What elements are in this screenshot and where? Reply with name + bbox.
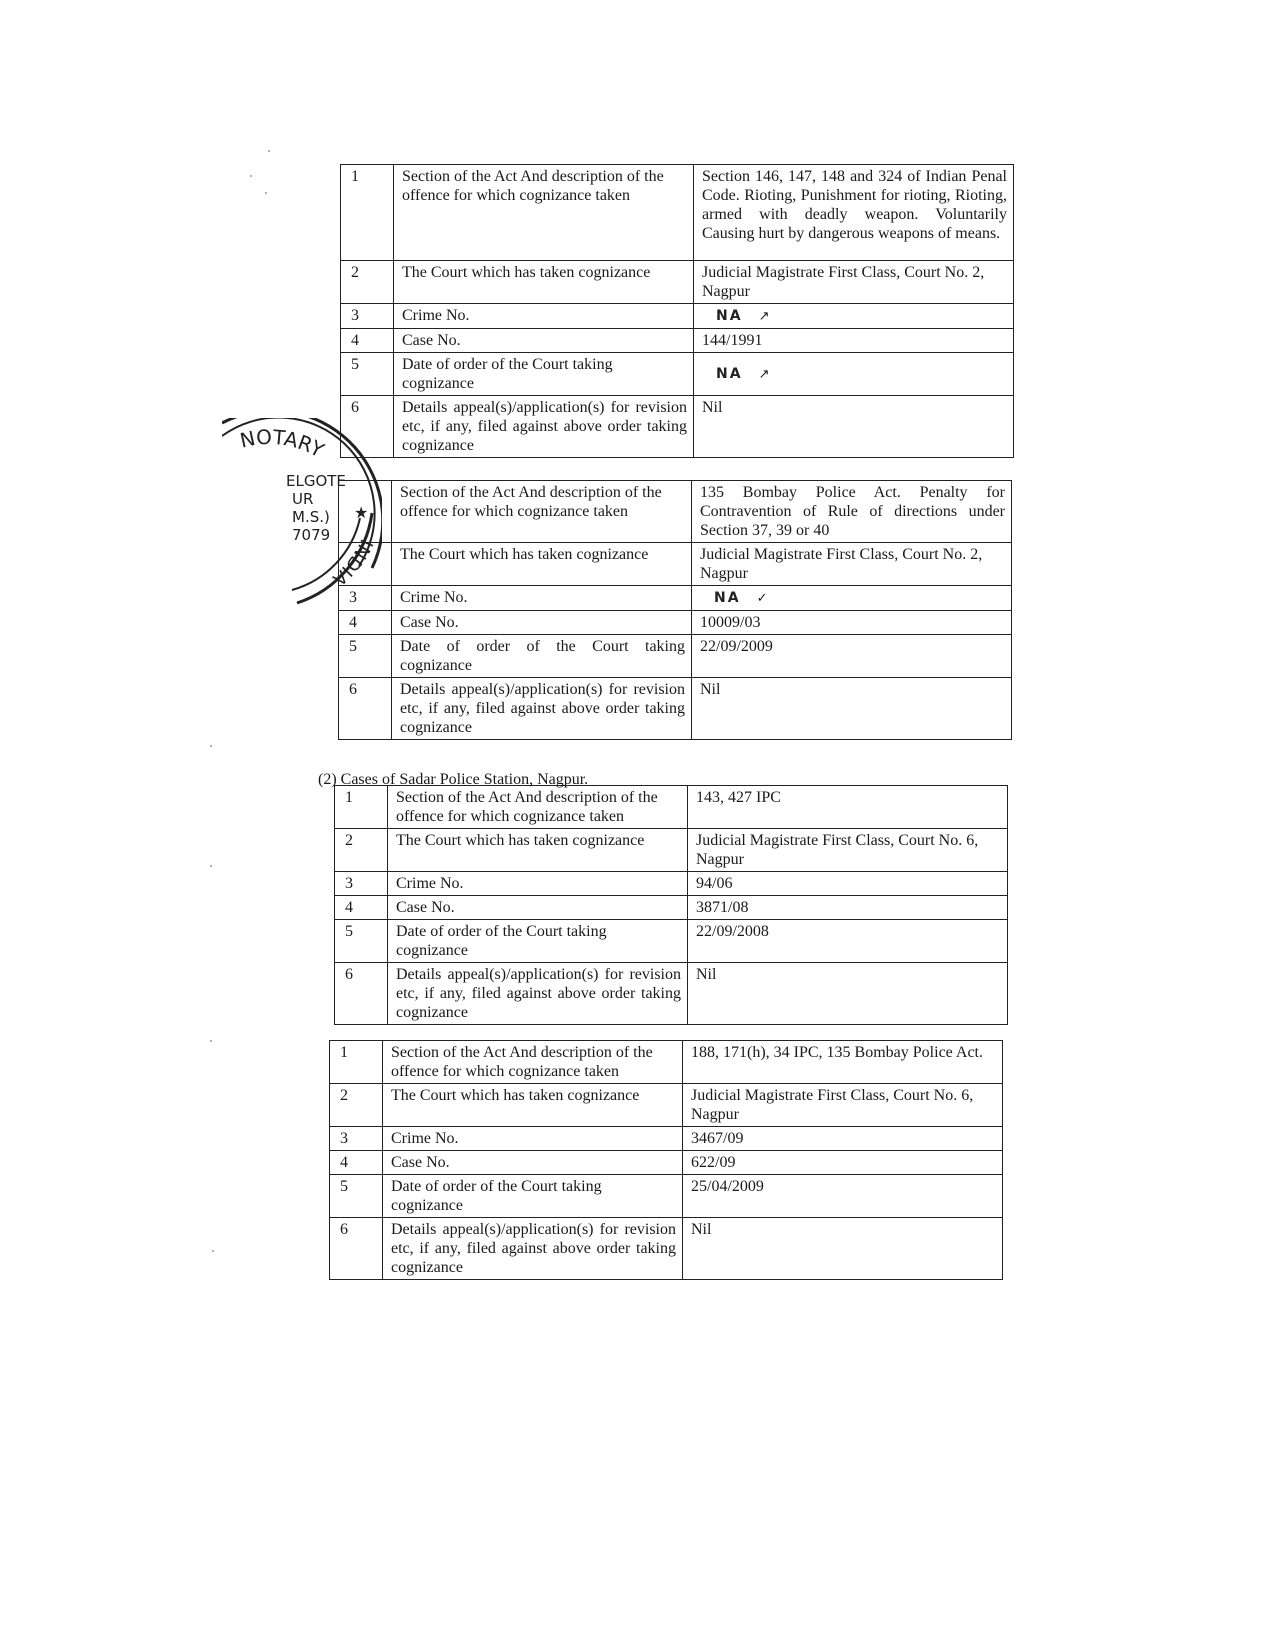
case-no-value: 622/09: [683, 1151, 1003, 1175]
table-row: [341, 304, 1014, 329]
row-label-court: The Court which has taken cognizance: [388, 829, 688, 872]
table-row: [341, 396, 1014, 458]
table-row: [341, 261, 1014, 304]
row-number: 6: [341, 396, 394, 458]
row-label-court: The Court which has taken cognizance: [392, 543, 692, 586]
crime-no-value: 3467/09: [683, 1127, 1003, 1151]
stamp-bottom-text: INDIA: [328, 535, 377, 590]
row-label-case-no: Case No.: [388, 896, 688, 920]
row-number: 3: [339, 586, 392, 611]
crime-no-value: [692, 586, 1012, 611]
table-row: [335, 872, 1008, 896]
table-row: [330, 1084, 1003, 1127]
row-number: 6: [335, 963, 388, 1025]
court-value: Judicial Magistrate First Class, Court No. 6, Nagpur: [688, 829, 1008, 872]
stamp-line-3: M.S.): [292, 508, 330, 526]
row-label-section: Section of the Act And description of the offence for which cognizance taken: [392, 481, 692, 543]
row-number: 2: [335, 829, 388, 872]
date-value: 22/09/2009: [692, 635, 1012, 678]
details-value: Nil: [683, 1218, 1003, 1280]
section-value: 143, 427 IPC: [688, 786, 1008, 829]
case-no-value: 144/1991: [694, 329, 1014, 353]
row-number: 3: [335, 872, 388, 896]
row-label-details: Details appeal(s)/application(s) for revision etc, if any, filed against above order taking cognizance: [388, 963, 688, 1025]
court-value: Judicial Magistrate First Class, Court No. 6, Nagpur: [683, 1084, 1003, 1127]
table-row: [330, 1151, 1003, 1175]
crime-no-value: 94/06: [688, 872, 1008, 896]
row-number: 4: [341, 329, 394, 353]
row-number: 4: [330, 1151, 383, 1175]
star-icon: ★: [354, 503, 369, 522]
stamp-line-2: UR: [292, 490, 314, 508]
row-label-section: Section of the Act And description of the offence for which cognizance taken: [388, 786, 688, 829]
section-heading: (2) Cases of Sadar Police Station, Nagpur.: [318, 771, 589, 788]
row-label-date: Date of order of the Court taking cognizance: [383, 1175, 683, 1218]
handwritten-na: NA: [716, 366, 743, 382]
row-label-court: The Court which has taken cognizance: [383, 1084, 683, 1127]
case-table-2: [338, 480, 1012, 740]
scan-speck: [210, 865, 212, 867]
section-value: 135 Bombay Police Act. Penalty for Contravention of Rule of directions under Section 37, 39 or 40: [692, 481, 1012, 543]
table-row: [330, 1218, 1003, 1280]
table-row: [339, 543, 1012, 586]
row-label-case-no: Case No.: [394, 329, 694, 353]
tick-mark-icon: ↗: [758, 367, 770, 382]
row-label-details: Details appeal(s)/application(s) for revision etc, if any, filed against above order taking cognizance: [383, 1218, 683, 1280]
section-value: Section 146, 147, 148 and 324 of Indian Penal Code. Rioting, Punishment for rioting, Rioting, armed with deadly weapon. Voluntarily Causing hurt by dangerous weapons of means.: [694, 165, 1014, 261]
table-row: [339, 611, 1012, 635]
row-label-crime-no: Crime No.: [383, 1127, 683, 1151]
notary-stamp: [222, 418, 382, 608]
row-label-court: The Court which has taken cognizance: [394, 261, 694, 304]
details-value: Nil: [694, 396, 1014, 458]
row-number: 2: [330, 1084, 383, 1127]
row-number: 4: [335, 896, 388, 920]
row-number: 5: [339, 635, 392, 678]
section-value: 188, 171(h), 34 IPC, 135 Bombay Police Act.: [683, 1041, 1003, 1084]
scan-speck: [268, 150, 270, 152]
table-row: [341, 165, 1014, 261]
date-value: 22/09/2008: [688, 920, 1008, 963]
details-value: Nil: [688, 963, 1008, 1025]
case-table-3: [334, 785, 1008, 1025]
table-row: [341, 329, 1014, 353]
case-no-value: 10009/03: [692, 611, 1012, 635]
row-label-case-no: Case No.: [383, 1151, 683, 1175]
row-label-crime-no: Crime No.: [392, 586, 692, 611]
stamp-line-1: ELGOTE: [286, 472, 346, 490]
handwritten-na: NA: [714, 590, 741, 606]
row-label-details: Details appeal(s)/application(s) for revision etc, if any, filed against above order taking cognizance: [394, 396, 694, 458]
row-number: 5: [330, 1175, 383, 1218]
table-row: [335, 829, 1008, 872]
court-value: Judicial Magistrate First Class, Court No. 2, Nagpur: [692, 543, 1012, 586]
table-row: [335, 920, 1008, 963]
date-value: 25/04/2009: [683, 1175, 1003, 1218]
court-value: Judicial Magistrate First Class, Court No. 2, Nagpur: [694, 261, 1014, 304]
case-table-1: [340, 164, 1014, 458]
row-number: 5: [335, 920, 388, 963]
table-row: [341, 353, 1014, 396]
row-number: 5: [341, 353, 394, 396]
scan-speck: [210, 745, 212, 747]
table-row: [330, 1175, 1003, 1218]
row-label-date: Date of order of the Court taking cognizance: [392, 635, 692, 678]
row-label-date: Date of order of the Court taking cognizance: [388, 920, 688, 963]
row-label-case-no: Case No.: [392, 611, 692, 635]
table-row: [339, 481, 1012, 543]
table-row: [339, 678, 1012, 740]
table-row: [335, 896, 1008, 920]
row-label-section: Section of the Act And description of the offence for which cognizance taken: [383, 1041, 683, 1084]
case-no-value: 3871/08: [688, 896, 1008, 920]
case-table-4: [329, 1040, 1003, 1280]
row-label-section: Section of the Act And description of the offence for which cognizance taken: [394, 165, 694, 261]
table-row: [339, 635, 1012, 678]
tick-mark-icon: ↗: [758, 309, 770, 324]
tick-mark-icon: ✓: [756, 591, 768, 606]
row-number: 1: [341, 165, 394, 261]
row-number: 1: [330, 1041, 383, 1084]
scan-speck: [212, 1250, 214, 1252]
date-value: [694, 353, 1014, 396]
row-label-crime-no: Crime No.: [388, 872, 688, 896]
scan-speck: [250, 175, 252, 177]
row-number: 3: [330, 1127, 383, 1151]
row-number: 2: [341, 261, 394, 304]
row-number: 6: [339, 678, 392, 740]
row-number: 3: [341, 304, 394, 329]
stamp-line-4: 7079: [292, 526, 331, 544]
table-row: [335, 786, 1008, 829]
table-row: [330, 1127, 1003, 1151]
table-row: [330, 1041, 1003, 1084]
table-row: [335, 963, 1008, 1025]
row-number: 4: [339, 611, 392, 635]
row-number: 6: [330, 1218, 383, 1280]
row-number: 1: [335, 786, 388, 829]
row-label-crime-no: Crime No.: [394, 304, 694, 329]
crime-no-value: [694, 304, 1014, 329]
scan-speck: [210, 1040, 212, 1042]
scan-speck: [265, 192, 267, 194]
details-value: Nil: [692, 678, 1012, 740]
stamp-top-text: NOTARY: [237, 424, 328, 463]
handwritten-na: NA: [716, 308, 743, 324]
table-row: [339, 586, 1012, 611]
row-label-details: Details appeal(s)/application(s) for revision etc, if any, filed against above order taking cognizance: [392, 678, 692, 740]
row-label-date: Date of order of the Court taking cognizance: [394, 353, 694, 396]
